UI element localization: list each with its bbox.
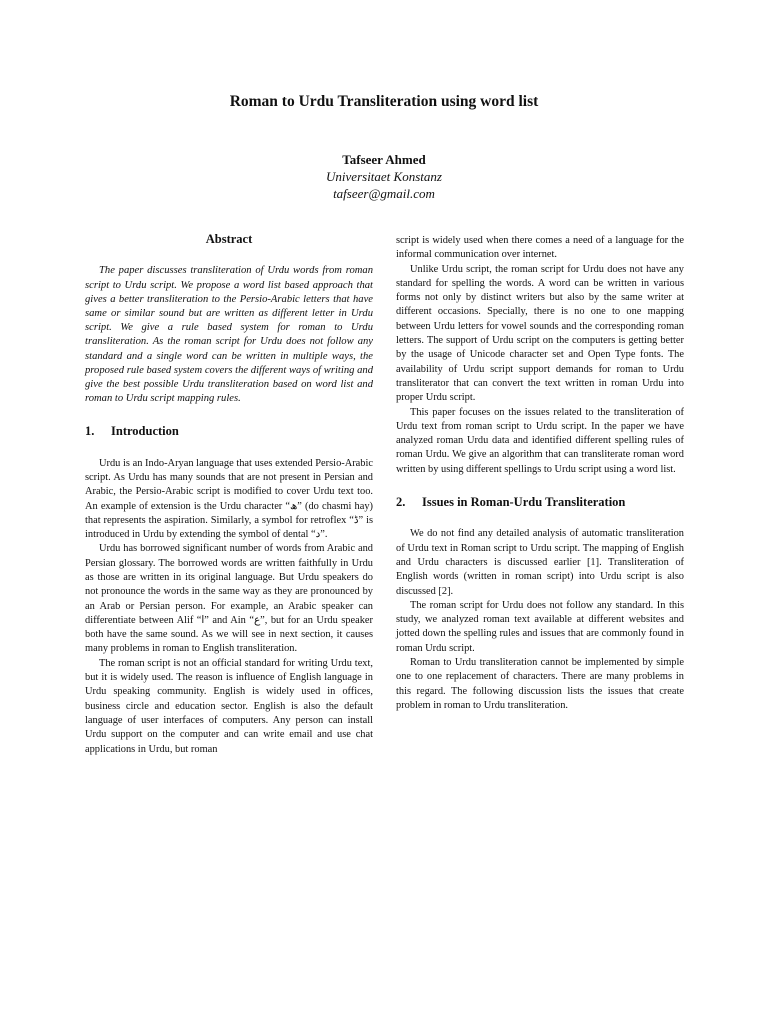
section-heading-issues [396,495,684,509]
abstract-heading: Abstract [205,232,253,246]
paper-title: Roman to Urdu Transliteration using word list [229,93,539,110]
paragraph: The roman script for Urdu does not follow any standard. In this study, we analyzed roman text available at different websites and jotted down the spelling rules and issues that are commonly found in roman Urdu script. [396,599,684,654]
section-number: 2. [396,495,406,510]
paragraph: We do not find any detailed analysis of automatic transliteration of Urdu text in Roman script to Urdu script. The mapping of English and Urdu characters is discussed earlier [1]. Transliteration of English words (written in roman script) into Urdu script is also discussed [2]. [396,528,684,597]
paragraph-continued: script is widely used when there comes a need of a language for the informal communication over internet. [396,235,684,261]
paragraph: Urdu is an Indo-Aryan language that uses extended Persio-Arabic script. As Urdu has many sounds that are not present in Persian and Arabic, the Persio-Arabic script is modified to cover Urdu text too. An example of extension is the Urdu character “ھ” (do chasmi hay) that represents the aspiration. Similarly, a symbol for retroflex “ڈ” is introduced in Urdu by extending the symbol of dental “د”. [85,457,373,541]
author-name: Tafseer Ahmed [342,152,426,167]
abstract-text: The paper discusses transliteration of Urdu words from roman script to Urdu script. We propose a word list based approach that gives a better transliteration to the Persio-Arabic letters that have same or similar sound but are written as different letter in Urdu script. We give a rule based system for roman to Urdu transliteration. As the roman script for Urdu does not follow any standard and a single word can be written in multiple ways, the proposed rule based system covers the different ways of writing and give the best possible Urdu transliteration based on word list and roman to Urdu script mapping rules. [85,265,373,405]
section-title: Issues in Roman-Urdu Transliteration [422,495,626,510]
paragraph: This paper focuses on the issues related to the transliteration of Urdu text from roman script to Urdu script. In the paper we have analyzed roman Urdu data and identified different spelling rules of roman Urdu. We give an algorithm that can transliterate roman word written by using different spellings to Urdu script using a word list. [396,406,684,475]
paragraph: Roman to Urdu transliteration cannot be implemented by simple one to one replacement of characters. There are many problems in this regard. The following discussion lists the issues that create problem in roman to Urdu transliteration. [396,657,684,711]
section-title: Introduction [111,424,179,439]
paragraph: The roman script is not an official standard for writing Urdu text, but it is widely used. The reason is influence of English language in Urdu speaking community. English is widely used in offices, business circle and education sector. English is also the default language of user interfaces of computers. Any person can install Urdu support on the computer and can write email and use chat applications in Urdu, but roman [85,657,373,755]
right-column [396,234,684,713]
left-column [85,232,373,757]
section-number: 1. [85,424,95,439]
section-heading-introduction [85,424,373,438]
author-affiliation: Universitaet Konstanz [326,169,442,184]
paragraph: Unlike Urdu script, the roman script for Urdu does not have any standard for spelling the words. A word can be written in various forms not only by distinct writers but also by the same writer at different occasions. Specially, there is no one to one mapping between Urdu letters for vowel sounds and the corresponding roman letters. The support of Urdu script on the computers is getting better by the usage of Unicode character set and Open Type fonts. The availability of Urdu script support demands for roman to Urdu transliterator that can convert the text written in roman Urdu into proper Urdu script. [396,263,684,404]
paragraph: Urdu has borrowed significant number of words from Arabic and Persian glossary. The borrowed words are written faithfully in Urdu as those are written in its original language. But Urdu speakers do not pronounce the words in the same way as they are pronounced by an Arab or Persian person. For example, an Arabic speaker can differentiate between Alif “ا” and Ain “ع”, but for an Urdu speaker both have the same sound. As we will see in next section, it causes many problems in roman to English transliteration. [85,543,373,655]
author-email: tafseer@gmail.com [333,186,435,201]
